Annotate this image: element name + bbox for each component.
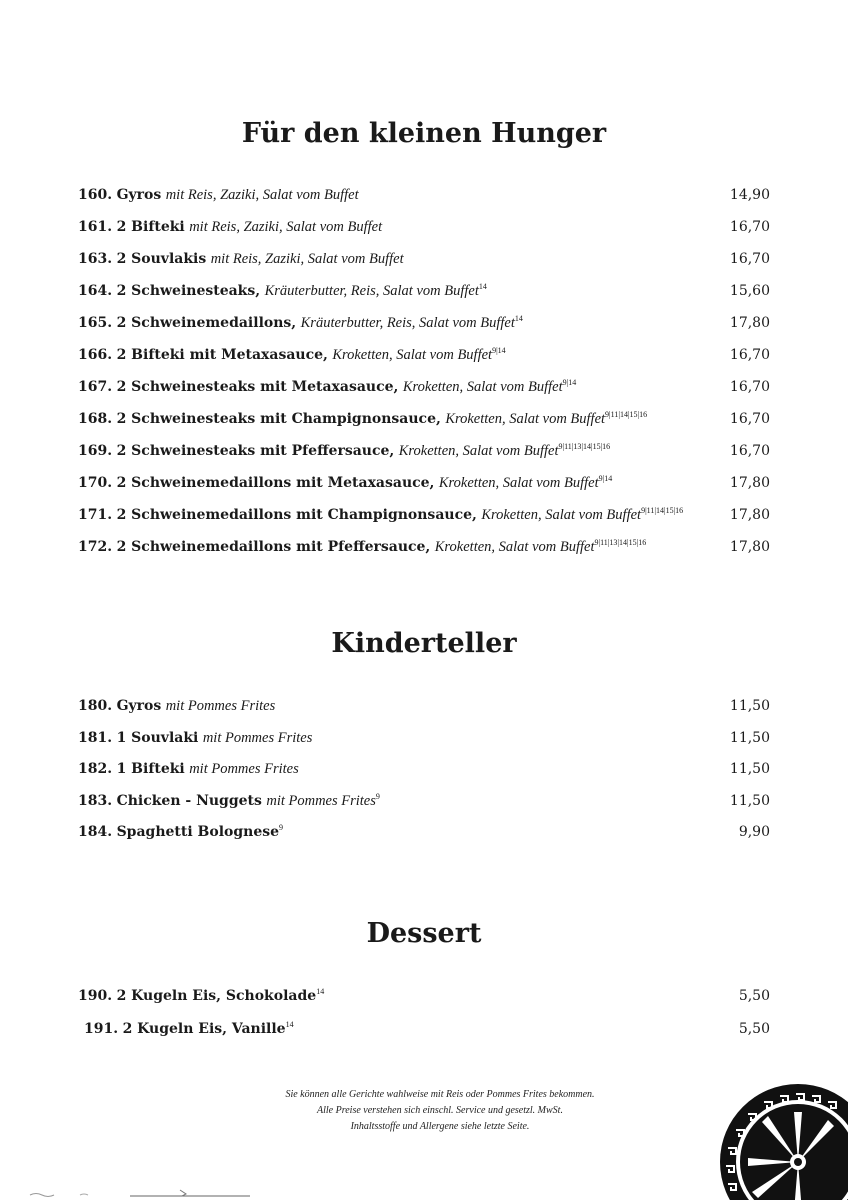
footer-line: Alle Preise verstehen sich einschl. Service und gesetzl. MwSt. xyxy=(317,1105,563,1116)
item-description: mit Pommes Frites xyxy=(189,761,299,778)
item-number: 191. xyxy=(84,1021,119,1037)
menu-item xyxy=(78,282,487,300)
item-price: 17,80 xyxy=(729,475,770,491)
item-name: 1 Bifteki xyxy=(116,761,185,778)
item-name: Chicken - Nuggets xyxy=(116,792,262,809)
item-price: 9,90 xyxy=(738,824,770,841)
item-price: 11,50 xyxy=(729,729,770,746)
item-name: Spaghetti Bolognese xyxy=(116,824,280,841)
item-price: 11,50 xyxy=(729,792,770,809)
item-name: 2 Schweinesteaks, xyxy=(116,283,261,299)
item-allergens: 14 xyxy=(285,1020,294,1029)
scan-artifact xyxy=(20,1186,260,1200)
item-name: 2 Kugeln Eis, Schokolade xyxy=(116,988,317,1004)
item-price: 16,70 xyxy=(729,219,770,235)
item-allergens: 9 xyxy=(375,791,380,801)
item-price: 16,70 xyxy=(729,379,770,395)
item-number: 163. xyxy=(78,251,113,267)
item-number: 183. xyxy=(78,792,113,809)
item-name: 2 Schweinemedaillons mit Pfeffersauce, xyxy=(116,539,431,555)
menu-item-row xyxy=(78,792,770,814)
menu-item-row xyxy=(78,378,770,400)
menu-item xyxy=(78,442,610,460)
menu-item xyxy=(78,474,612,492)
item-number: 171. xyxy=(78,507,113,523)
item-description: Kräuterbutter, Reis, Salat vom Buffet xyxy=(300,315,515,331)
item-description: Kroketten, Salat vom Buffet xyxy=(481,507,642,523)
item-description: mit Pommes Frites xyxy=(165,698,276,714)
menu-item xyxy=(78,760,299,778)
menu-item-row xyxy=(78,250,770,272)
menu-item-row xyxy=(78,987,770,1009)
greek-meander-medallion-icon xyxy=(718,1082,848,1200)
item-description: Kroketten, Salat vom Buffet xyxy=(402,379,563,395)
section-title-kleiner-hunger: Für den kleinen Hunger xyxy=(241,118,607,149)
item-name: 2 Souvlakis xyxy=(116,251,207,267)
menu-item-row xyxy=(78,729,770,751)
item-price: 16,70 xyxy=(729,347,770,363)
menu-item-row xyxy=(78,442,770,464)
item-number: 161. xyxy=(78,219,113,235)
item-description: Kräuterbutter, Reis, Salat vom Buffet xyxy=(264,283,479,299)
item-number: 172. xyxy=(78,539,113,555)
item-description: Kroketten, Salat vom Buffet xyxy=(438,475,599,491)
item-allergens: 9|11|14|15|16 xyxy=(605,410,648,419)
menu-item xyxy=(78,729,312,747)
item-number: 164. xyxy=(78,283,113,299)
menu-item xyxy=(78,250,404,268)
item-price: 16,70 xyxy=(729,251,770,267)
menu-item-row xyxy=(78,506,770,528)
menu-item-row xyxy=(78,186,770,208)
menu-item-row xyxy=(78,346,770,368)
item-price: 15,60 xyxy=(729,283,770,299)
item-number: 165. xyxy=(78,315,113,331)
item-allergens: 14 xyxy=(316,987,325,996)
menu-item xyxy=(78,410,647,428)
item-number: 184. xyxy=(78,824,113,841)
item-name: 2 Bifteki mit Metaxasauce, xyxy=(116,347,328,363)
menu-item-row xyxy=(78,823,770,845)
footer-notes xyxy=(235,1087,645,1135)
menu-item-row xyxy=(78,218,770,240)
item-allergens: 9|11|14|15|16 xyxy=(641,506,684,515)
item-allergens: 9|11|13|14|15|16 xyxy=(594,538,647,547)
item-allergens: 9|14 xyxy=(562,378,577,387)
item-price: 17,80 xyxy=(729,507,770,523)
item-allergens: 14 xyxy=(514,314,523,323)
menu-item xyxy=(78,697,275,715)
menu-item xyxy=(84,1020,294,1038)
footer-line: Sie können alle Gerichte wahlweise mit Reis oder Pommes Frites bekommen. xyxy=(285,1089,595,1100)
section-title-dessert: Dessert xyxy=(366,918,482,949)
item-price: 16,70 xyxy=(729,443,770,459)
item-number: 170. xyxy=(78,475,113,491)
footer-line: Inhaltsstoffe und Allergene siehe letzte Seite. xyxy=(350,1121,530,1132)
item-description: Kroketten, Salat vom Buffet xyxy=(398,443,559,459)
item-description: mit Pommes Frites xyxy=(266,792,376,809)
item-allergens: 14 xyxy=(478,282,487,291)
item-number: 168. xyxy=(78,411,113,427)
item-number: 181. xyxy=(78,729,113,746)
item-name: 1 Souvlaki xyxy=(116,729,199,746)
item-name: 2 Bifteki xyxy=(116,219,185,235)
item-price: 16,70 xyxy=(729,411,770,427)
item-price: 14,90 xyxy=(729,187,770,203)
menu-item-row xyxy=(78,410,770,432)
item-price: 17,80 xyxy=(729,539,770,555)
item-description: Kroketten, Salat vom Buffet xyxy=(434,539,595,555)
item-number: 160. xyxy=(78,187,113,203)
item-name: 2 Schweinesteaks mit Champignonsauce, xyxy=(116,411,441,427)
menu-item xyxy=(78,792,380,810)
item-allergens: 9|11|13|14|15|16 xyxy=(558,442,611,451)
item-description: mit Pommes Frites xyxy=(202,729,313,746)
item-name: Gyros xyxy=(116,187,162,203)
menu-item-row xyxy=(78,538,770,560)
menu-item xyxy=(78,314,523,332)
item-number: 166. xyxy=(78,347,113,363)
item-price: 5,50 xyxy=(738,1021,770,1037)
menu-item-row xyxy=(78,282,770,304)
item-description: Kroketten, Salat vom Buffet xyxy=(445,411,606,427)
menu-item-row xyxy=(78,314,770,336)
item-name: 2 Schweinemedaillons mit Champignonsauce, xyxy=(116,507,477,523)
menu-item xyxy=(78,538,646,556)
item-name: 2 Schweinesteaks mit Pfeffersauce, xyxy=(116,443,395,459)
item-name: Gyros xyxy=(116,698,162,714)
item-name: 2 Schweinesteaks mit Metaxasauce, xyxy=(116,379,399,395)
item-name: 2 Schweinemedaillons mit Metaxasauce, xyxy=(116,475,435,491)
menu-item-row xyxy=(78,760,770,782)
item-price: 17,80 xyxy=(729,315,770,331)
menu-item-row xyxy=(78,474,770,496)
item-description: mit Reis, Zaziki, Salat vom Buffet xyxy=(189,219,383,235)
item-allergens: 9|14 xyxy=(492,346,506,355)
item-number: 167. xyxy=(78,379,113,395)
item-number: 169. xyxy=(78,443,113,459)
menu-item xyxy=(78,987,324,1005)
menu-item xyxy=(78,378,576,396)
item-description: mit Reis, Zaziki, Salat vom Buffet xyxy=(210,251,404,267)
menu-item xyxy=(78,823,283,841)
item-name: 2 Schweinemedaillons, xyxy=(116,315,297,331)
item-number: 182. xyxy=(78,761,113,778)
item-name: 2 Kugeln Eis, Vanille xyxy=(122,1021,286,1037)
menu-item-row xyxy=(78,697,770,719)
item-price: 11,50 xyxy=(729,761,770,778)
item-allergens: 9 xyxy=(279,823,284,833)
item-price: 5,50 xyxy=(738,988,770,1004)
item-description: mit Reis, Zaziki, Salat vom Buffet xyxy=(165,187,359,203)
item-number: 190. xyxy=(78,988,113,1004)
item-number: 180. xyxy=(78,698,113,714)
menu-item xyxy=(78,346,506,364)
menu-item xyxy=(78,218,382,236)
menu-item-row xyxy=(84,1020,770,1042)
item-description: Kroketten, Salat vom Buffet xyxy=(332,347,493,363)
menu-item xyxy=(78,506,683,524)
menu-item xyxy=(78,186,359,204)
item-allergens: 9|14 xyxy=(598,474,613,483)
item-price: 11,50 xyxy=(729,698,770,714)
section-title-kinderteller: Kinderteller xyxy=(331,628,517,659)
